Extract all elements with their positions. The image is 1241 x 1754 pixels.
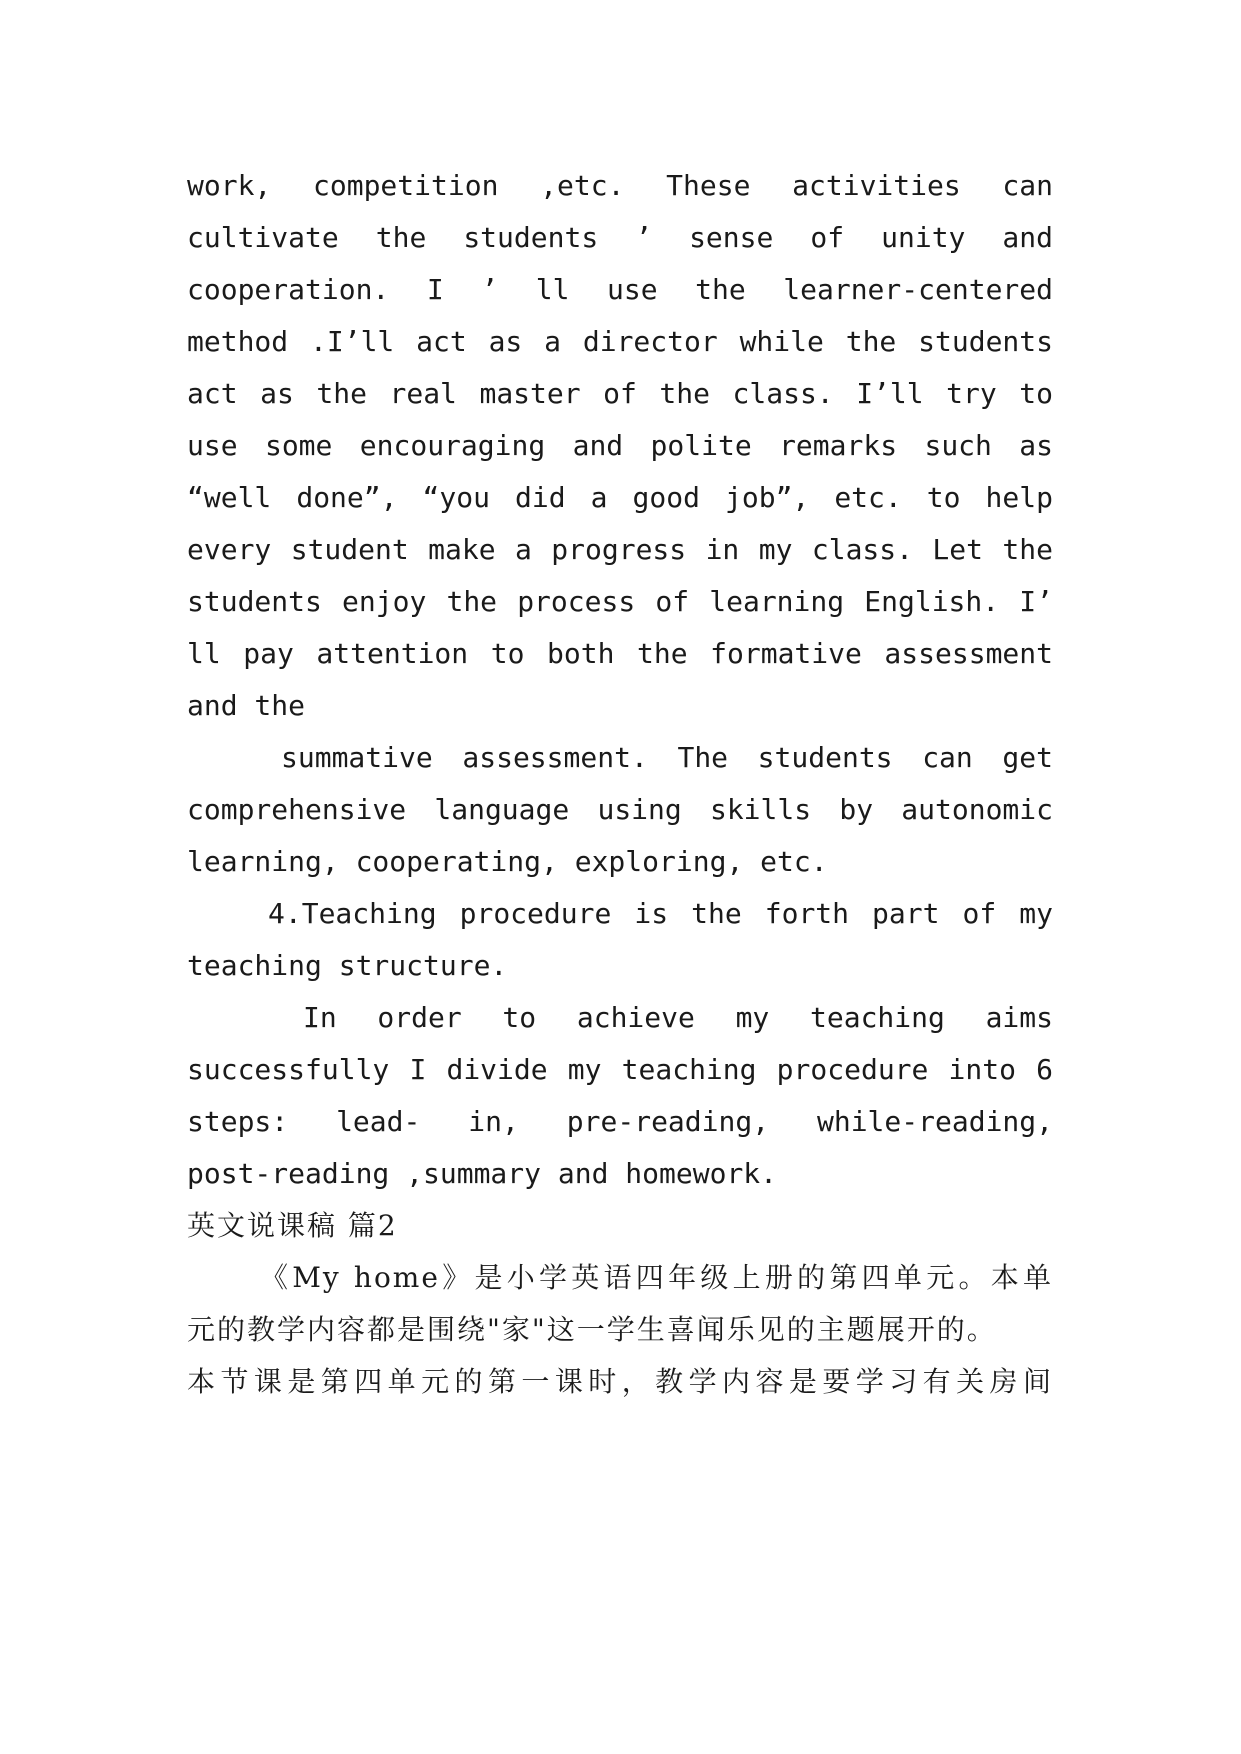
text-line: steps: lead- in, pre-reading, while-reading, [187, 1105, 1053, 1138]
text-line: cooperation. I ’ ll use the learner-centered [187, 273, 1053, 306]
text-line: act as the real master of the class. I’ll try to [187, 377, 1053, 410]
text-line: cultivate the students ’ sense of unity and [187, 221, 1053, 254]
text-line: and the [187, 689, 306, 722]
text-line: 《My home》是小学英语四年级上册的第四单元。本单 [260, 1261, 1053, 1294]
text-line: work, competition ,etc. These activities can [187, 169, 1053, 202]
text-line: students enjoy the process of learning English. I’ [187, 585, 1053, 618]
text-line: “well done”, “you did a good job”, etc. to help [187, 481, 1053, 514]
text-line: 4.Teaching procedure is the forth part of my [268, 897, 1053, 930]
text-line: learning, cooperating, exploring, etc. [187, 845, 828, 878]
text-line: use some encouraging and polite remarks such as [187, 429, 1053, 462]
text-line: ll pay attention to both the formative assessment [187, 637, 1053, 670]
text-line: teaching structure. [187, 949, 508, 982]
text-line: summative assessment. The students can get [281, 741, 1053, 774]
text-line: comprehensive language using skills by autonomic [187, 793, 1053, 826]
text-line: successfully I divide my teaching procedure into 6 [187, 1053, 1053, 1086]
text-line: method .I’ll act as a director while the students [187, 325, 1053, 358]
text-line: In order to achieve my teaching aims [303, 1001, 1053, 1034]
text-line: 元的教学内容都是围绕"家"这一学生喜闻乐见的主题展开的。 [187, 1313, 997, 1346]
section-heading: 英文说课稿 篇2 [187, 1209, 398, 1242]
text-line: every student make a progress in my class. Let the [187, 533, 1053, 566]
text-line: 本节课是第四单元的第一课时，教学内容是要学习有关房间 [187, 1365, 1053, 1398]
text-line: post-reading ,summary and homework. [187, 1157, 778, 1190]
